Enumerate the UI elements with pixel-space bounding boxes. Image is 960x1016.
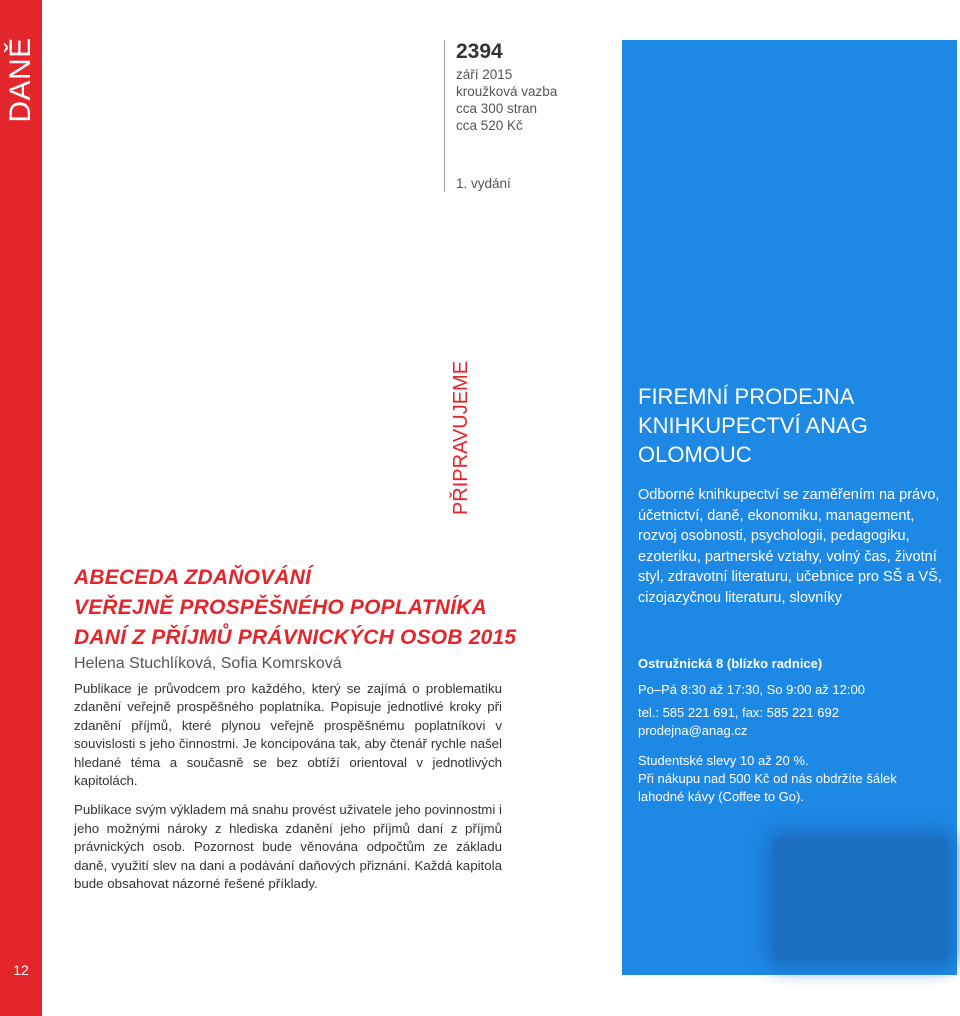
coffee-offer: Při nákupu nad 500 Kč od nás obdržíte šálek lahodné kávy (Coffee to Go). (638, 771, 897, 804)
store-phone: tel.: 585 221 691, fax: 585 221 692 (638, 705, 839, 720)
section-label (0, 30, 42, 130)
book-date: září 2015 (456, 67, 513, 82)
store-title-line: OLOMOUC (638, 442, 752, 467)
store-contact (638, 704, 943, 740)
store-title-line: FIREMNÍ PRODEJNA (638, 384, 855, 409)
book-authors: Helena Stuchlíková, Sofia Komrsková (74, 655, 342, 672)
book-pages: cca 300 stran (456, 101, 538, 116)
store-title (638, 382, 938, 469)
book-title-line: VEŘEJNĚ PROSPĚŠNÉHO POPLATNÍKA (74, 596, 487, 619)
store-title-line: KNIHKUPECTVÍ ANAG (638, 413, 868, 438)
section-sidebar (0, 0, 42, 1016)
store-address: Ostružnická 8 (blízko radnice) (638, 656, 823, 671)
book-title-line: ABECEDA ZDAŇOVÁNÍ (74, 566, 312, 589)
book-code: 2394 (456, 40, 503, 63)
store-discounts (638, 752, 943, 806)
book-meta (456, 38, 616, 192)
status-label-text: PŘIPRAVUJEME (450, 360, 472, 516)
store-image (775, 838, 947, 960)
book-binding: kroužková vazba (456, 84, 558, 99)
description-paragraph: Publikace je průvodcem pro každého, který se zajímá o problematiku zdanění veřejně prospěšného poplatníka. Popisuje jednotlivé kroky při zdanění příjmů, které plynou veřejně prospěšnému poplatníkovi v souvislosti s jeho činnostmi. Je koncipována tak, aby čtenář rychle našel hledané téma a současně se bez obtíží orientoval v jednotlivých kapitolách. (74, 681, 502, 789)
description-paragraph: Publikace svým výkladem má snahu provést uživatele jeho povinnostmi i jeho možnými nároky z hlediska zdanění jeho příjmů daní z příjmů právnických osob. Pozornost bude věnována odpočtům ze základu daně, využití slev na dani a podávání daňových přiznání. Každá kapitola bude obsahovat názorné řešené příklady. (74, 802, 502, 892)
divider-line (444, 40, 445, 192)
book-title (74, 563, 524, 653)
book-description (74, 680, 502, 904)
book-edition: 1. vydání (456, 176, 511, 191)
page-number: 12 (13, 962, 29, 978)
store-hours: Po–Pá 8:30 až 17:30, So 9:00 až 12:00 (638, 682, 865, 697)
book-price: cca 520 Kč (456, 118, 523, 133)
store-description: Odborné knihkupectví se zaměřením na právo, účetnictví, daně, ekonomiku, management, rozvoj osobnosti, psychologii, pedagogiku, ezoteriku, partnerské vztahy, volný čas, životní styl, zdravotní literaturu, učebnice pro SŠ a VŠ, cizojazyčnou literaturu, slovníky (638, 487, 942, 606)
student-discount: Studentské slevy 10 až 20 %. (638, 753, 809, 768)
store-email[interactable]: prodejna@anag.cz (638, 723, 748, 738)
status-label (444, 360, 474, 516)
book-title-line: DANÍ Z PŘÍJMŮ PRÁVNICKÝCH OSOB 2015 (74, 626, 517, 649)
section-label-text: DANĚ (4, 37, 37, 123)
